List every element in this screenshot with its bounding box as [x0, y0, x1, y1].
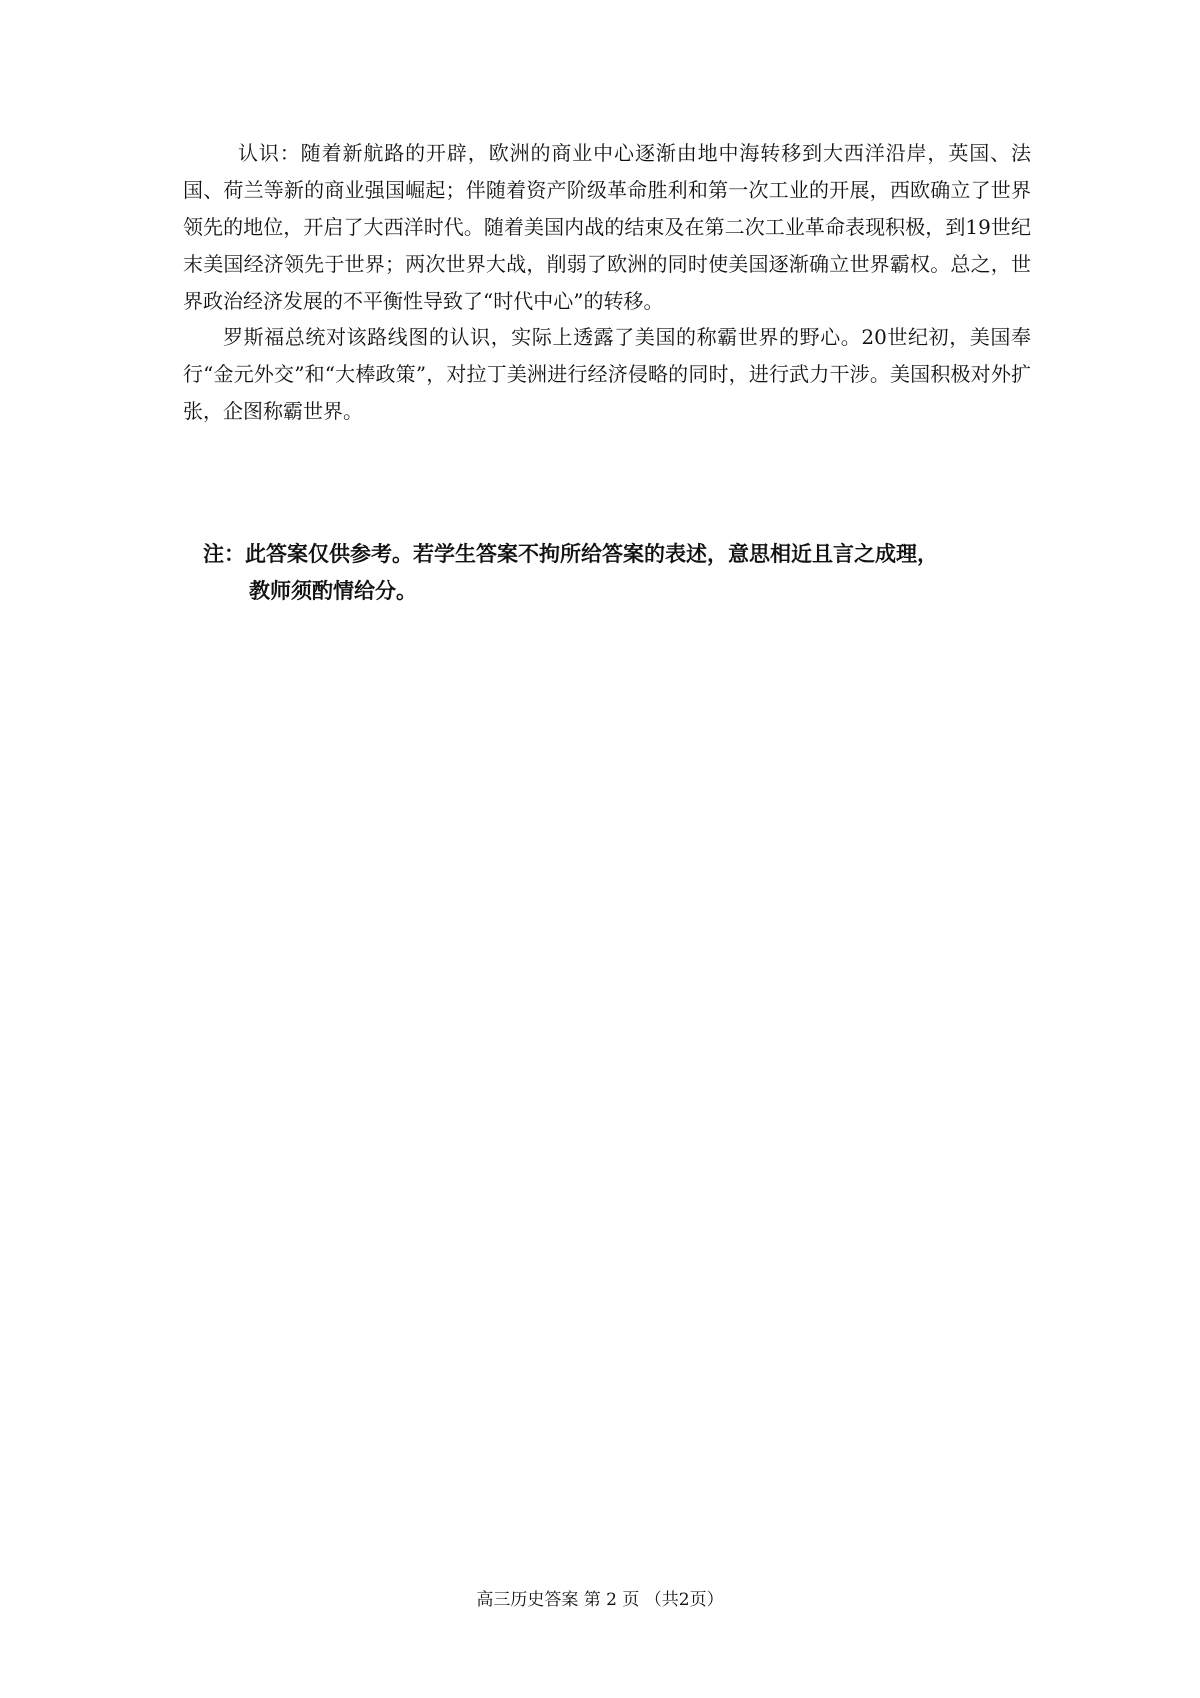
- grading-note-line-1: 此答案仅供参考。若学生答案不拘所给答案的表述，意思相近且言之成理，: [245, 542, 938, 566]
- grading-note-label: 注：: [203, 542, 245, 566]
- answer-paragraph-recognition: 认识：随着新航路的开辟，欧洲的商业中心逐渐由地中海转移到大西洋沿岸，英国、法国、荷兰等新的商业强国崛起；伴随着资产阶级革命胜利和第一次工业的开展，西欧确立了世界领先的地位，开启了大西洋时代。随着美国内战的结束及在第二次工业革命表现积极，到19世纪末美国经济领先于世界；两次世界大战，削弱了欧洲的同时使美国逐渐确立世界霸权。总之，世界政治经济发展的不平衡性导致了“时代中心”的转移。: [183, 141, 1031, 313]
- answer-paragraph-roosevelt: 罗斯福总统对该路线图的认识，实际上透露了美国的称霸世界的野心。20世纪初，美国奉行“金元外交”和“大棒政策”，对拉丁美洲进行经济侵略的同时，进行武力干涉。美国积极对外扩张，企图称霸世界。: [183, 325, 1031, 423]
- grading-note-line-2: 教师须酌情给分。: [249, 579, 417, 603]
- grading-note: [203, 536, 1035, 610]
- page-footer: 高三历史答案 第 2 页 （共2页）: [476, 1590, 724, 1610]
